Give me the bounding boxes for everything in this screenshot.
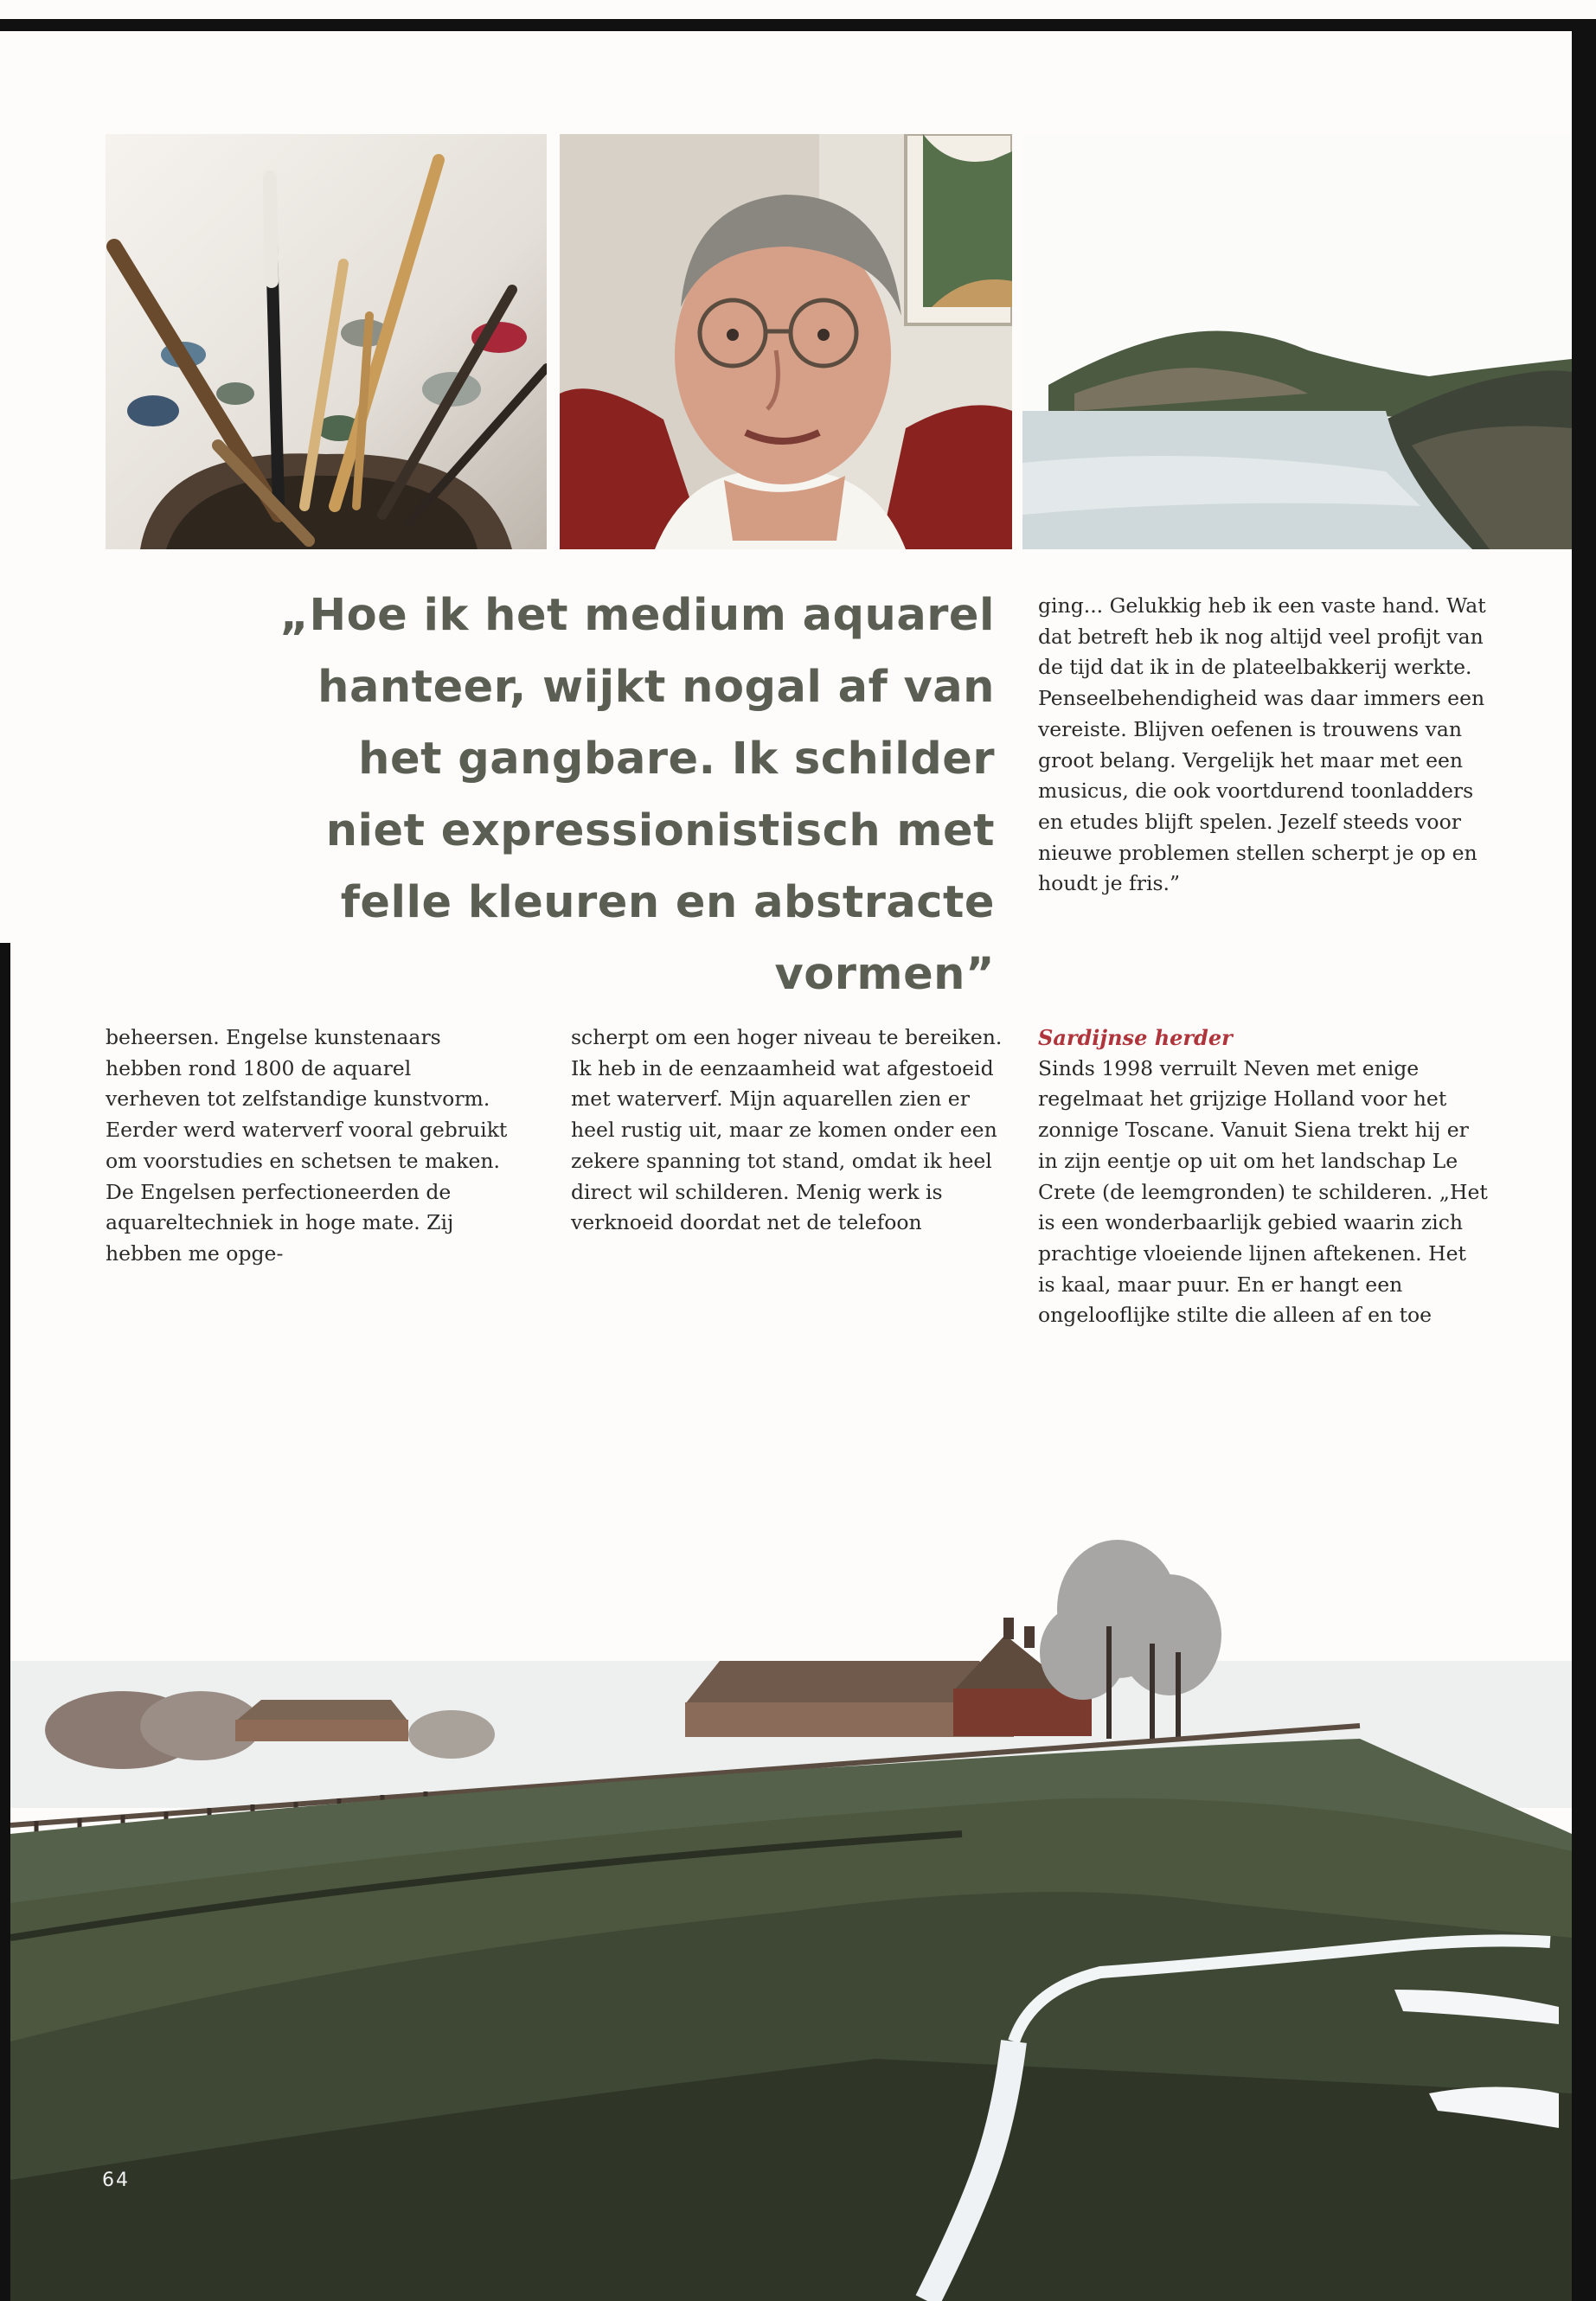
column-2-text bbox=[571, 1022, 1003, 1239]
column-2-paragraph: scherpt om een hoger niveau te bereiken. Ik heb in de eenzaamheid wat afgestoeid met waterverf. Mijn aquarellen zien er heel rustig uit, maar ze komen onder een zekere spanning tot stand, omdat ik heel direct wil schilderen. Menig werk is verknoeid doordat net de telefoon bbox=[571, 1025, 1003, 1235]
column-3-bottom-text bbox=[1038, 1022, 1488, 1331]
page-number: 64 bbox=[102, 2170, 130, 2191]
pull-quote: „Hoe ik het medium aquarel hanteer, wijkt nogal af van het gangbare. Ik schilder niet expressionistisch met felle kleuren en abstracte vormen” bbox=[279, 590, 995, 1000]
painter-portrait-photo bbox=[560, 134, 1012, 549]
column-3-top-paragraph: ging... Gelukkig heb ik een vaste hand. Wat dat betreft heb ik nog altijd veel profijt van de tijd dat ik in de plateelbakkerij werkte. Penseelbehendigheid was daar immers een vereiste. Blijven oefenen is trouwens van groot belang. Vergelijk het maar met een musicus, die ook voortdurend toonladders en etudes blijft spelen. Jezelf steeds voor nieuwe problemen stellen scherpt je op en houdt je fris.” bbox=[1038, 593, 1486, 896]
right-edge-rule bbox=[1572, 19, 1596, 2301]
brushes-photo bbox=[106, 134, 547, 549]
column-3-bottom-paragraph: Sinds 1998 verruilt Neven met enige regelmaat het grijzige Holland voor het zonnige Toscane. Vanuit Siena trekt hij er in zijn eentje op uit om het landschap Le Crete (de leemgronden) te schilderen. „Het is een wonderbaarlijk gebied waarin zich prachtige vloeiende lijnen aftekenen. Het is kaal, maar puur. En er hangt een ongelooflijke stilte die alleen af en toe bbox=[1038, 1055, 1488, 1328]
coast-watercolour bbox=[1022, 134, 1572, 549]
section-subheading: Sardijnse herder bbox=[1038, 1025, 1233, 1050]
column-1-text bbox=[106, 1022, 512, 1270]
column-3-top-text bbox=[1038, 591, 1488, 900]
dike-landscape-watercolour bbox=[10, 1505, 1572, 2301]
column-1-paragraph: beheersen. Engelse kunstenaars hebben rond 1800 de aquarel verheven tot zelfstandige kunstvorm. Eerder werd waterverf vooral gebruikt om voorstudies en schetsen te maken. De Engelsen perfectioneerden de aquareltechniek in hoge mate. Zij hebben me opge- bbox=[106, 1025, 508, 1266]
left-edge-rule bbox=[0, 943, 10, 2301]
top-rule bbox=[0, 19, 1596, 31]
